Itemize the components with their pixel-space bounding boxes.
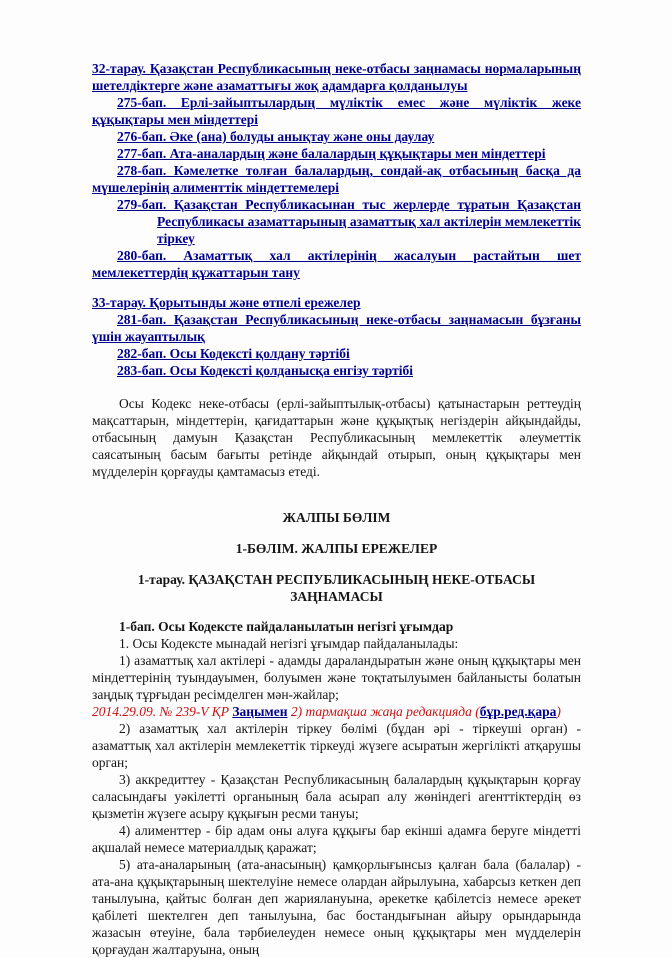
- toc-entry-article-283: [92, 362, 581, 379]
- toc-link-article-277[interactable]: 277-бап. Ата-аналардың және балалардың құқықтары мен міндеттері: [117, 146, 546, 161]
- toc-link-article-278[interactable]: 278-бап. Кәмелетке толған балалардың, сондай-ақ отбасының басқа да мүшелерінің алименттік міндеттемелері: [92, 163, 581, 195]
- heading-general-part: ЖАЛПЫ БӨЛІМ: [282, 510, 391, 525]
- article-1-item-1: 1) азаматтық хал актілері - адамды дараландыратын және оның құқықтары мен міндеттерінің туындауымен, болуымен және тоқтатылуымен байланысты болатын заңдық тұрғыдан ресімделген мән-жайлар;: [92, 653, 581, 702]
- toc-entry-article-276: [92, 128, 581, 145]
- article-1-title: 1-бап. Осы Кодексте пайдаланылатын негізгі ұғымдар: [119, 619, 454, 634]
- amendment-note: [92, 703, 581, 720]
- toc-entry-article-278: [92, 162, 581, 196]
- law-link[interactable]: Заңымен: [232, 704, 288, 719]
- toc-link-chapter-33[interactable]: 33-тарау. Қорытынды және өтпелі ережелер: [92, 295, 361, 310]
- toc-link-article-283[interactable]: 283-бап. Осы Кодексті қолданысқа енгізу тәртібі: [117, 363, 413, 378]
- heading-section-1: 1-БӨЛІМ. ЖАЛПЫ ЕРЕЖЕЛЕР: [235, 541, 438, 556]
- toc-entry-chapter-33: [92, 294, 581, 311]
- toc-entry-article-280: [92, 247, 581, 281]
- toc-link-article-281[interactable]: 281-бап. Қазақстан Республикасының неке-отбасы заңнамасын бұзғаны үшін жауаптылық: [92, 312, 581, 344]
- amendment-close-paren: ): [556, 704, 561, 719]
- toc-link-article-282[interactable]: 282-бап. Осы Кодексті қолдану тәртібі: [117, 346, 350, 361]
- code-intro-paragraph: Осы Кодекс неке-отбасы (ерлі-зайыптылық-отбасы) қатынастарын реттеудің мақсаттарын, міндеттерін, қағидаттарын және құқықтық негіздерін айқындайды, отбасының дамуын Қазақстан Республикасының мемлекеттік әлеуметтік саясатының басым бағыты ретінде айқындай отырып, оның құқықтары мен мүдделерін қорғауды қамтамасыз етеді.: [92, 396, 581, 479]
- toc-link-article-275[interactable]: 275-бап. Ерлі-зайыптылардың мүліктік емес және мүліктік жеке құқықтары мен міндеттері: [92, 95, 581, 127]
- article-1: [92, 618, 581, 958]
- toc-link-chapter-32[interactable]: 32-тарау. Қазақстан Республикасының неке-отбасы заңнамасы нормаларының шетелдіктерге және азаматтығы жоқ адамдарға қолданылуы: [92, 61, 581, 93]
- toc-entry-article-282: [92, 345, 581, 362]
- toc-link-article-276[interactable]: 276-бап. Әке (ана) болуды анықтау және оны даулау: [117, 129, 435, 144]
- toc-entry-article-275: [92, 94, 581, 128]
- previous-edition-link[interactable]: бұр.ред.қара: [479, 704, 557, 719]
- article-1-item-3: 3) аккредиттеу - Қазақстан Республикасының балалардың құқықтарын қорғау саласындағы уәкілетті органының бала асырап алу жөніндегі агенттіктердің өз қызметін жүзеге асыру құқығын ресми тануы;: [92, 772, 581, 821]
- article-1-item-5: 5) ата-аналарының (ата-анасының) қамқорлығынсыз қалған бала (балалар) - ата-ана құқықтарының шектелуіне немесе олардан айрылуына, хабарсыз кеткен деп танылуына, қайтыс болған деп жариялануына, әрекетке қабілетсіз немесе әрекет қабілеті шектелген деп танылуына, бас бостандығынан айыру орындарында жазасын өтеуіне, бала тәрбиелеуден немесе оның құқықтары мен мүдделерін қорғаудан жалтаруына, оның: [92, 857, 581, 957]
- toc-entry-article-277: [92, 145, 581, 162]
- article-1-item-2: 2) азаматтық хал актілерін тіркеу бөлімі (бұдан әрі - тіркеуші орган) - азаматтық хал актілерін мемлекеттік тіркеуді жүзеге асыратын жергілікті атқарушы орган;: [92, 721, 581, 770]
- toc-entry-chapter-32: [92, 60, 581, 94]
- table-of-contents: [92, 60, 581, 379]
- article-1-lead: 1. Осы Кодексте мынадай негізгі ұғымдар пайдаланылады:: [119, 636, 459, 651]
- amendment-middle-text: 2) тармақша жаңа редакцияда (: [287, 704, 480, 719]
- toc-entry-article-279: [117, 196, 581, 247]
- toc-entry-article-281: [92, 311, 581, 345]
- article-1-item-4: 4) алименттер - бір адам оны алуға құқығы бар екінші адамға беруге міндетті ақшалай немесе материалдық қаражат;: [92, 823, 581, 855]
- toc-link-article-279[interactable]: 279-бап. Қазақстан Республикасынан тыс жерлерде тұратын Қазақстан Республикасы азаматтарының азаматтық хал актілерін мемлекеттік тіркеу: [117, 197, 581, 246]
- toc-link-article-280[interactable]: 280-бап. Азаматтық хал актілерінің жасалуын растайтын шет мемлекеттердің құжаттарын тану: [92, 248, 581, 280]
- heading-chapter-1: 1-тарау. ҚАЗАҚСТАН РЕСПУБЛИКАСЫНЫҢ НЕКЕ-ОТБАСЫ ЗАҢНАМАСЫ: [137, 572, 536, 604]
- amendment-date-text: 2014.29.09. № 239-V ҚР: [92, 704, 233, 719]
